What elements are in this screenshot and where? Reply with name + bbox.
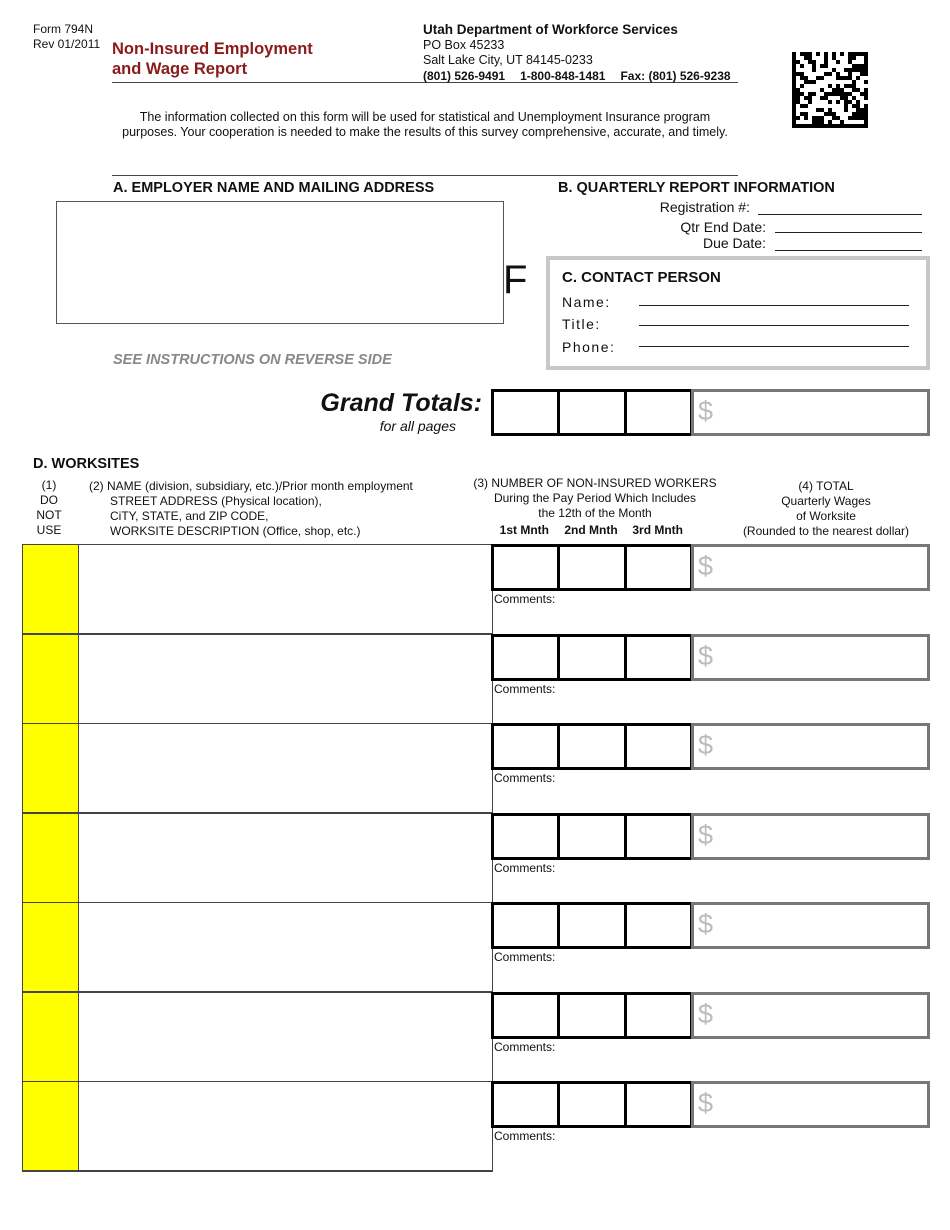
do-not-use-cell <box>22 1081 79 1171</box>
dollar-sign: $ <box>698 909 714 939</box>
grand-totals-label: Grand Totals: <box>320 389 482 417</box>
month3-workers-field[interactable] <box>624 992 693 1039</box>
quarterly-wages-field[interactable] <box>691 902 930 949</box>
quarterly-wages-field[interactable] <box>691 813 930 860</box>
month3-workers-field[interactable] <box>624 634 693 681</box>
worksite-address-field[interactable] <box>78 813 493 903</box>
month1-workers-field[interactable] <box>491 902 560 949</box>
dollar-sign: $ <box>698 999 714 1029</box>
contact-name-label: Name: <box>562 294 611 310</box>
grand-totals-sublabel: for all pages <box>379 418 456 434</box>
do-not-use-cell <box>22 992 79 1082</box>
form-revision: Rev 01/2011 <box>33 37 101 51</box>
do-not-use-cell <box>22 902 79 992</box>
due-date-label: Due Date: <box>702 235 766 251</box>
month1-workers-field[interactable] <box>491 813 560 860</box>
worksite-address-field[interactable] <box>78 544 493 634</box>
form-title: Non-Insured Employment and Wage Report <box>112 40 313 78</box>
do-not-use-cell <box>22 723 79 813</box>
month1-header: 1st Mnth <box>499 523 549 537</box>
form-mark: F <box>503 258 528 302</box>
dollar-sign: $ <box>698 551 714 581</box>
month1-workers-field[interactable] <box>491 1081 560 1128</box>
contact-person-box <box>546 256 930 370</box>
agency-name: Utah Department of Workforce Services <box>423 22 678 37</box>
quarterly-wages-field[interactable] <box>691 634 930 681</box>
month1-workers-field[interactable] <box>491 723 560 770</box>
col1-header: (1) DO NOT USE <box>36 478 62 537</box>
worksite-address-field[interactable] <box>78 1081 493 1171</box>
grand-total-month2[interactable] <box>557 389 627 436</box>
agency-phones: (801) 526-9491 1-800-848-1481 Fax: (801) 526-9238 <box>423 68 731 83</box>
intro-text: The information collected on this form will be used for statistical and Unemployment Insurance program purposes. Your cooperation is needed to make the results of this survey comprehensive, accurate, and timely. <box>122 110 728 139</box>
month2-header: 2nd Mnth <box>564 523 618 537</box>
month1-workers-field[interactable] <box>491 634 560 681</box>
col4-header: (4) TOTAL Quarterly Wages of Worksite (Rounded to the nearest dollar) <box>742 479 910 538</box>
month2-workers-field[interactable] <box>557 723 627 770</box>
do-not-use-cell <box>22 544 79 634</box>
month1-workers-field[interactable] <box>491 544 560 591</box>
month3-workers-field[interactable] <box>624 813 693 860</box>
dollar-sign: $ <box>698 1088 714 1118</box>
grand-total-wages[interactable] <box>691 389 930 436</box>
month3-workers-field[interactable] <box>624 902 693 949</box>
grand-total-month1[interactable] <box>491 389 560 436</box>
see-instructions-note: SEE INSTRUCTIONS ON REVERSE SIDE <box>113 352 392 368</box>
registration-label: Registration #: <box>659 199 750 215</box>
do-not-use-cell <box>22 813 79 903</box>
contact-phone-field[interactable] <box>639 346 909 347</box>
registration-field[interactable] <box>758 214 922 215</box>
month2-workers-field[interactable] <box>557 813 627 860</box>
comments-label: Comments: <box>494 592 556 606</box>
comments-label: Comments: <box>494 771 556 785</box>
dollar-sign: $ <box>698 396 714 426</box>
month2-workers-field[interactable] <box>557 544 627 591</box>
month3-workers-field[interactable] <box>624 1081 693 1128</box>
agency-city: Salt Lake City, UT 84145-0233 <box>423 53 593 67</box>
employer-address-field[interactable] <box>56 201 504 324</box>
quarterly-wages-field[interactable] <box>691 1081 930 1128</box>
comments-label: Comments: <box>494 950 556 964</box>
worksite-address-field[interactable] <box>78 723 493 813</box>
month2-workers-field[interactable] <box>557 634 627 681</box>
comments-label: Comments: <box>494 861 556 875</box>
qtr-end-field[interactable] <box>775 232 922 233</box>
contact-name-field[interactable] <box>639 305 909 306</box>
form-identifier <box>33 22 100 52</box>
comments-label: Comments: <box>494 682 556 696</box>
section-b-heading: B. QUARTERLY REPORT INFORMATION <box>558 180 835 196</box>
table-bottom-rule <box>22 1171 493 1172</box>
col3-header: (3) NUMBER OF NON-INSURED WORKERS During the Pay Period Which Includes the 12th of the Month <box>473 476 717 520</box>
grand-total-month3[interactable] <box>624 389 693 436</box>
month2-workers-field[interactable] <box>557 902 627 949</box>
worksite-address-field[interactable] <box>78 902 493 992</box>
qtr-end-label: Qtr End Date: <box>680 219 766 235</box>
quarterly-wages-field[interactable] <box>691 992 930 1039</box>
comments-label: Comments: <box>494 1040 556 1054</box>
month2-workers-field[interactable] <box>557 1081 627 1128</box>
month3-workers-field[interactable] <box>624 544 693 591</box>
do-not-use-cell <box>22 634 79 724</box>
col2-header: (2) NAME (division, subsidiary, etc.)/Prior month employment STREET ADDRESS (Physical location), CiTY, STATE, and ZIP CODE, WORKSITE DESCRIPTION (Office, shop, etc.) <box>89 479 413 538</box>
intro-rule <box>112 175 738 176</box>
section-c-heading: C. CONTACT PERSON <box>562 269 721 286</box>
barcode-2d <box>792 52 868 128</box>
contact-title-label: Title: <box>562 316 601 332</box>
worksite-address-field[interactable] <box>78 992 493 1082</box>
month-headers <box>491 523 691 538</box>
section-a-heading: A. EMPLOYER NAME AND MAILING ADDRESS <box>113 180 435 196</box>
comments-label: Comments: <box>494 1129 556 1143</box>
dollar-sign: $ <box>698 730 714 760</box>
agency-po-box: PO Box 45233 <box>423 37 505 52</box>
worksite-address-field[interactable] <box>78 634 493 724</box>
month3-header: 3rd Mnth <box>632 523 684 537</box>
contact-phone-label: Phone: <box>562 339 616 355</box>
form-number: Form 794N <box>33 22 94 36</box>
contact-title-field[interactable] <box>639 325 909 326</box>
quarterly-wages-field[interactable] <box>691 544 930 591</box>
dollar-sign: $ <box>698 641 714 671</box>
agency-block <box>423 22 731 84</box>
due-date-field[interactable] <box>775 250 922 251</box>
quarterly-wages-field[interactable] <box>691 723 930 770</box>
section-d-heading: D. WORKSITES <box>33 456 140 472</box>
dollar-sign: $ <box>698 820 714 850</box>
month1-workers-field[interactable] <box>491 992 560 1039</box>
month2-workers-field[interactable] <box>557 992 627 1039</box>
month3-workers-field[interactable] <box>624 723 693 770</box>
